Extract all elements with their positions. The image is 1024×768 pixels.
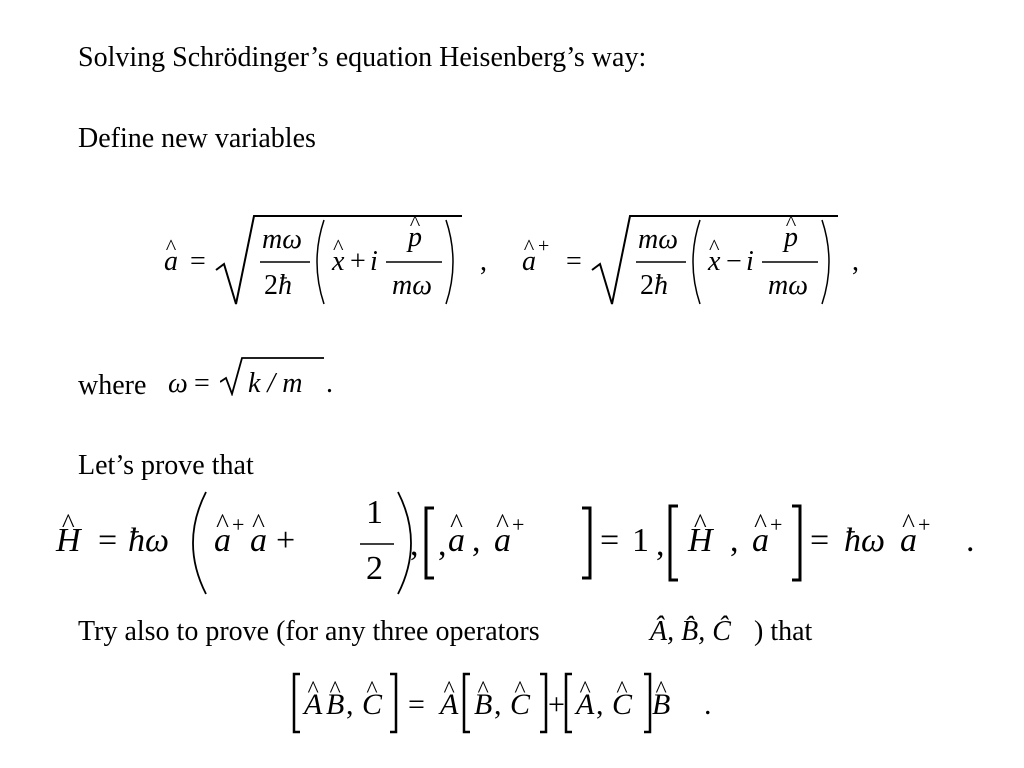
prove-text: Let’s prove that xyxy=(78,450,254,481)
omega-definition-equation: ω = k / m . xyxy=(168,356,338,396)
slide-heading: Solving Schrödinger’s equation Heisenberg’s way: xyxy=(78,42,647,73)
try-text-end: ) that xyxy=(754,616,813,647)
operators-list: Â, B̂, Ĉ xyxy=(650,616,731,647)
identities-equation: H ^ = ħω a ^ + a ^ + 1 2 , a ^ , a ^ + = 1 , H ^ , a ^ + = ħω a ^ + . , xyxy=(54,488,984,598)
ladder-operators-equation: a ^ = mω 2ħ x ^ + i p ^ mω , a ^ + = mω 2ħ x ^ − i p ^ mω , xyxy=(160,204,880,314)
try-text: Try also to prove (for any three operators xyxy=(78,616,540,647)
commutator-rule-equation: A ^ B ^ , C ^ = A ^ B ^ , C ^ + A ^ , C ^ B ^ . xyxy=(290,668,730,738)
where-text: where xyxy=(78,370,147,401)
define-text: Define new variables xyxy=(78,123,316,154)
